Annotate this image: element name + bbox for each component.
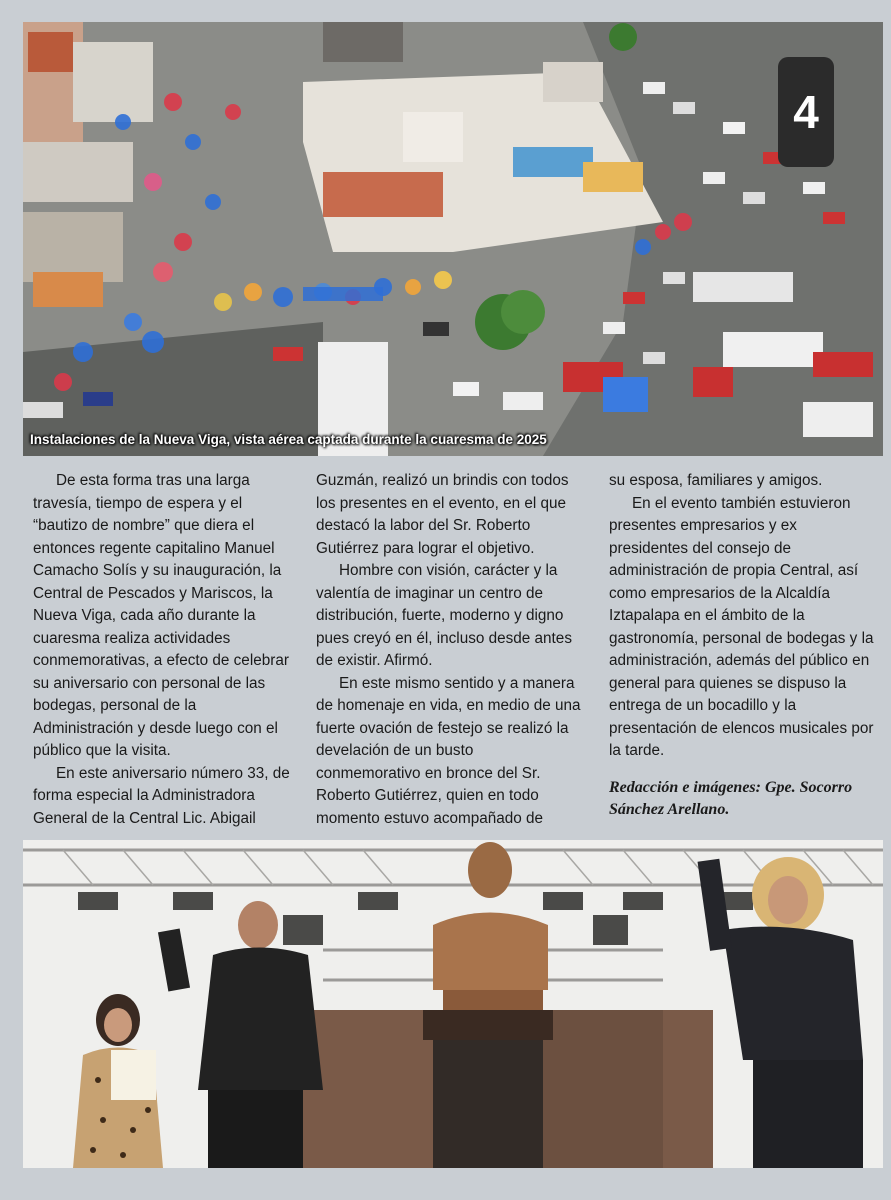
photo-caption: Instalaciones de la Nueva Viga, vista aérea captada durante la cuaresma de 2025: [30, 432, 547, 447]
paragraph: En el evento también estuvieron presentes empresarios y ex presidentes del consejo de administración de propia Central, así como empresarios de la Alcaldía Iztapalapa en el ámbito de la gastronomía, personal de bodegas y la administración, además del público en general para quienes se dispuso la entrega de un bocadillo y la presentación de elencos musicales por la tarde.: [609, 494, 874, 759]
article-column-2: [316, 470, 582, 830]
paragraph: Guzmán, realizó un brindis con todos los presentes en el evento, en el que destacó la labor del Sr. Roberto Gutiérrez para lograr el objetivo.: [316, 472, 569, 557]
byline: Redacción e imágenes: Gpe. Socorro Sánchez Arellano.: [609, 778, 853, 818]
paragraph: En este aniversario número 33, de forma especial la Administradora General de la Central Lic. Abigail: [33, 764, 290, 827]
paragraph: En este mismo sentido y a manera de homenaje en vida, en medio de una fuerte ovación de festejo se realizó la develación de un busto conmemorativo en bronce del Sr. Roberto Gutiérrez, quien en todo momento estuvo acompañado de: [316, 674, 581, 827]
event-photo: [23, 840, 883, 1168]
paragraph: su esposa, familiares y amigos.: [609, 472, 823, 489]
paragraph: Hombre con visión, carácter y la valentía de imaginar un centro de distribución, fuerte, moderno y digno pues creyó en él, incluso desde antes de existir. Afirmó.: [316, 562, 572, 669]
aerial-photo: [23, 22, 883, 456]
page-number-badge: 4: [778, 57, 834, 167]
bust-unveiling-photo-icon: [23, 840, 883, 1168]
article-column-1: [33, 470, 299, 830]
article-body: [33, 470, 878, 832]
aerial-market-photo-icon: [23, 22, 883, 456]
article-column-3: [609, 470, 875, 821]
paragraph: De esta forma tras una larga travesía, tiempo de espera y el “bautizo de nombre” que diera el entonces regente capitalino Manuel Camacho Solís y su inauguración, la Central de Pescados y Mariscos, la Nueva Viga, cada año durante la cuaresma realiza actividades conmemorativas, a efecto de celebrar su aniversario con personal de las bodegas, personal de la Administración y desde luego con el público que la visita.: [33, 472, 289, 759]
